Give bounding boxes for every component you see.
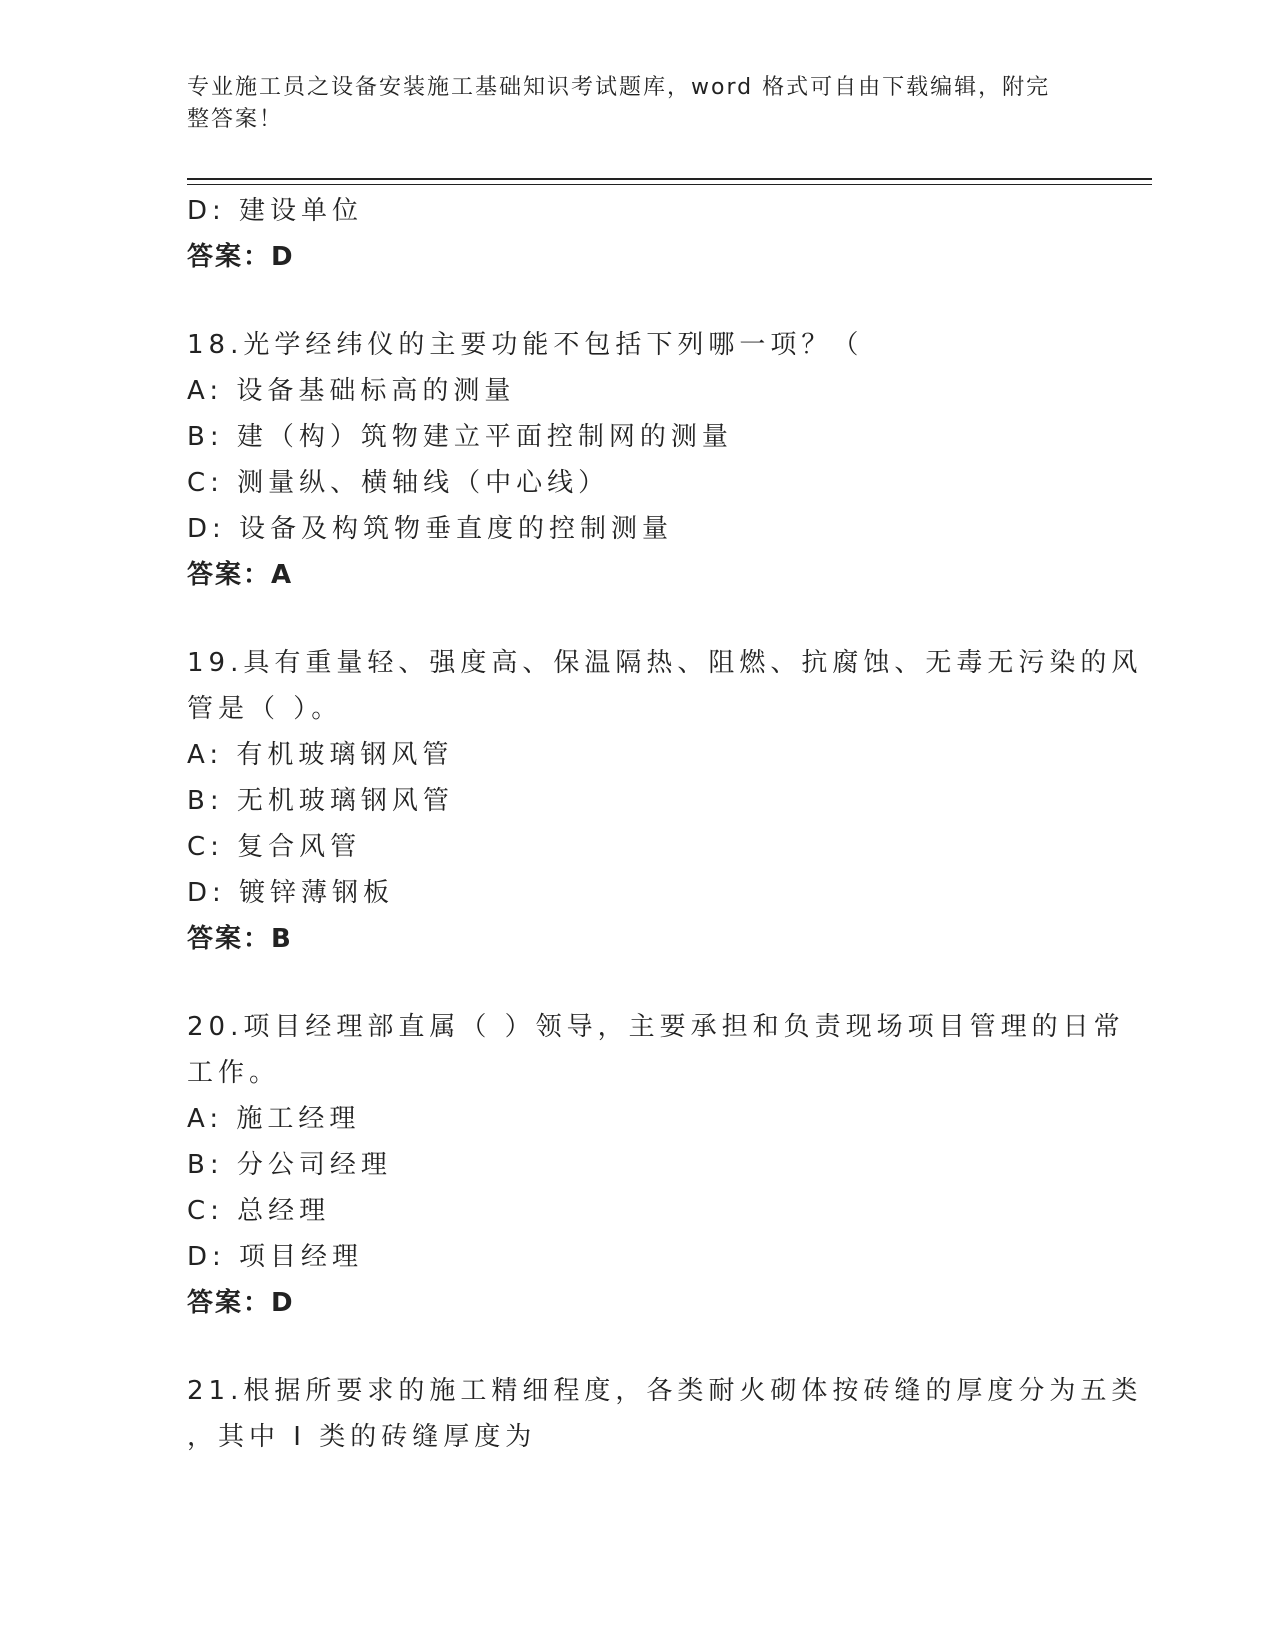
header-divider-thick [187, 178, 1152, 180]
question-stem: 18.光学经纬仪的主要功能不包括下列哪一项？（ [187, 330, 864, 360]
question-block-20 [187, 1004, 1125, 1326]
spacer [187, 962, 1087, 1004]
answer-value: A [271, 560, 293, 590]
question-stem-line-2: ，其中 I 类的砖缝厚度为 [187, 1422, 537, 1452]
question-stem-line-2: 工作。 [187, 1058, 281, 1088]
question-stem-line-1: 20.项目经理部直属（ ）领导，主要承担和负责现场项目管理的日常 [187, 1012, 1125, 1042]
header-line-1: 专业施工员之设备安装施工基础知识考试题库，word 格式可自由下载编辑，附完 [187, 75, 1051, 100]
answer-line [187, 552, 1087, 598]
question-block-19 [187, 640, 1143, 962]
option-b: B: 分公司经理 [187, 1150, 392, 1180]
spacer [187, 1326, 1087, 1368]
option-a: A: 有机玻璃钢风管 [187, 740, 454, 770]
question-list [187, 188, 1143, 1460]
option-c: C: 复合风管 [187, 832, 362, 862]
answer-line [187, 234, 1087, 280]
option-d: D: 项目经理 [187, 1242, 364, 1272]
option-a: A: 施工经理 [187, 1104, 361, 1134]
answer-line [187, 916, 1087, 962]
document-header [187, 72, 1067, 136]
answer-value: D [271, 1288, 294, 1318]
option-d: D: 镀锌薄钢板 [187, 878, 395, 908]
answer-label: 答案： [187, 1288, 272, 1318]
answer-label: 答案： [187, 924, 272, 954]
question-stem-line-1: 19.具有重量轻、强度高、保温隔热、阻燃、抗腐蚀、无毒无污染的风 [187, 648, 1143, 678]
answer-label: 答案： [187, 560, 272, 590]
answer-value: D [271, 242, 294, 272]
answer-label: 答案： [187, 242, 272, 272]
option-c: C: 测量纵、横轴线（中心线） [187, 468, 610, 498]
question-stem-line-1: 21.根据所要求的施工精细程度，各类耐火砌体按砖缝的厚度分为五类 [187, 1376, 1143, 1406]
option-d: D: 建设单位 [187, 196, 364, 226]
option-b: B: 建（构）筑物建立平面控制网的测量 [187, 422, 733, 452]
header-line-2: 整答案！ [187, 107, 284, 132]
option-b: B: 无机玻璃钢风管 [187, 786, 454, 816]
question-block-21 [187, 1368, 1143, 1460]
question-stem-line-2: 管是（ ）。 [187, 694, 343, 724]
question-block-18 [187, 322, 1087, 598]
answer-value: B [271, 924, 292, 954]
option-a: A: 设备基础标高的测量 [187, 376, 516, 406]
header-divider-thin [187, 184, 1152, 185]
option-d: D: 设备及构筑物垂直度的控制测量 [187, 514, 674, 544]
spacer [187, 598, 1087, 640]
spacer [187, 280, 1087, 322]
option-c: C: 总经理 [187, 1196, 331, 1226]
answer-line [187, 1280, 1087, 1326]
